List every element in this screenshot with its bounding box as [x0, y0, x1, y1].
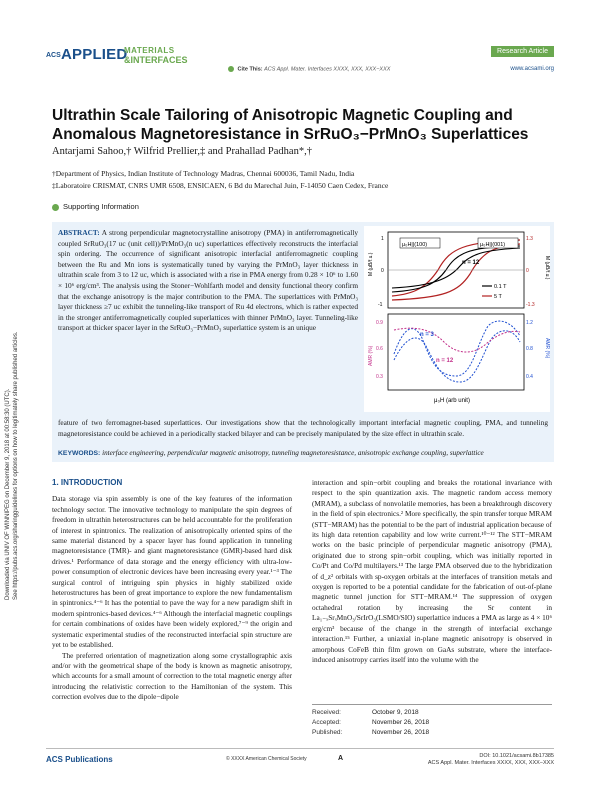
bottom-panel-frame	[388, 314, 524, 390]
received-row	[312, 708, 552, 718]
accepted-row	[312, 718, 552, 728]
author-list: Antarjami Sahoo,† Wilfrid Prellier,‡ and Prahallad Padhan*,†	[52, 146, 312, 157]
tick-top-left-1: 1	[381, 236, 384, 242]
tick-top-right-0: 0	[526, 268, 529, 274]
tick-top-right-m1: -1.3	[526, 302, 535, 308]
page-footer	[46, 748, 554, 768]
accepted-date: November 26, 2018	[372, 719, 430, 726]
ylabel-top-left: M (μB/f.u.)	[368, 252, 374, 276]
cite-label: Cite This:	[237, 66, 263, 73]
tick-bottom-right-1: 1.2	[526, 320, 533, 326]
keywords-list: interface engineering, perpendicular magnetic anisotropy, tunneling magnetoresistance, anisotropic exchange coupling, superlattice	[102, 449, 484, 457]
published-date: November 26, 2018	[372, 729, 430, 736]
affiliation-1: †Department of Physics, Indian Institute of Technology Madras, Chennai 600036, Tamil Nadu, India	[52, 169, 355, 178]
cite-icon	[228, 66, 234, 72]
published-row	[312, 728, 552, 738]
cite-text: ACS Appl. Mater. Interfaces XXXX, XXX, XXX−XXX	[264, 66, 391, 73]
tick-bottom-left-2: 0.6	[376, 346, 383, 352]
hysteresis-black-2	[392, 248, 520, 288]
publication-dates	[312, 704, 552, 738]
body-column-right	[312, 478, 552, 665]
intro-paragraph-1: Data storage via spin assembly is one of the key features of the information technology sector. The innovative technology to manipulate the spin degrees of freedom in ultrathin heterostructures can be held accountable for the proliferation of interest in spintronics. The realization of anisotropically oriented spins of the same material distanced by a spacer layer has found application in tunneling magnetoresistance (TMR)- and giant magnetoresistance (GMR)-based hard disk drives.¹ Performance of data storage and the energy efficiency with ultra-low-power consumption of electronic devices have been increasing every year.¹⁻³ The surgical control of intriguing spin physics in highly stabilized oxide heterostructures has been of great importance to explore the new fundamentalism in spintronics.⁴⁻⁶ It has the potential to pave the way for a new paradigm shift in modern spintronics-based devices.⁴⁻⁶ Although the interfacial magnetic couplings for certain combinations of oxides have been widely explored,⁷⁻⁹ the origin and systematic experimental studies of the reconstructed interfacial spin structure are yet to be established.	[52, 494, 292, 650]
label-n12-bottom: n = 12	[436, 358, 454, 364]
label-n3: n = 3	[420, 332, 434, 338]
intro-heading: 1. INTRODUCTION	[52, 478, 123, 487]
accepted-label: Accepted:	[312, 719, 341, 726]
affiliations	[52, 168, 552, 192]
tick-top-right-1: 1.3	[526, 236, 533, 242]
article-type-badge: Research Article	[491, 46, 554, 57]
supporting-information-link[interactable]	[52, 202, 139, 211]
received-label: Received:	[312, 709, 341, 716]
intro-paragraph-3: interaction and spin−orbit coupling and breaks the rotational invariance with respect to the spin quantization axis. The magnetic random access memory (MRAM), a subclass of nonvolatile memories, has been a breakthrough discovery in the field of spin electronics.² More specifically, the spin transfer torque MRAM (STT−MRAM) has the potential to be the part of industrial application because of its high data retention capability and low write current.¹⁰⁻¹² The STT−MRAM works on the basic principle of perpendicular magnetic anisotropy (PMA), originated due to strong spin−orbit coupling, which was initially reported in Co/Pt and Co/Pd multilayers.¹³ The large PMA observed due to the hybridization of d_z² orbitals with sp-oxygen orbitals at the interfaces of transition metals and oxygen is reported to be a potential candidate for the fabrication of out-of-plane magnetic tunnel junction for STT−MRAM.¹⁴ The suppression of oxygen octahedral rotation by increasing the Sr content in La₁₋ₓSrₓMnO₃/SrIrO₃(LSMO/SIO) superlattice induces a PMA as large as 4 × 10⁶ erg/cm³ because of the change in the strength of interfacial exchange interaction.¹⁵ Further, a uniaxial in-plane magnetic anisotropy is observed in amorphous CoFeB thin film grown on GaAs substrate, where the interface-induced anisotropy carries itself into the volume with the	[312, 478, 552, 664]
abstract-body: A strong perpendicular magnetocrystalline anisotropy (PMA) in antiferromagnetically coupled SrRuO₃(17 uc (unit cell))/PrMnO₃(n uc) superlattices effectively reconstructs the interfacial spin ordering. The occurrence of significant anisotropic interfacial antiferromagnetic coupling between the Ru and Mn ions is systematically tuned by varying the PrMnO₃ layer thickness in ultrathin scale from 3 to 12 uc, which is associated with a rise in PMA energy from 0.28 × 10⁶ to 1.60 × 10⁶ erg/cm³. The analysis using the Stoner−Wohlfarth model and density functional theory confirm that the exchange anisotropy is the major contribution to the PMA. The superlattices with PrMnO₃ layer thickness ≥7 uc exhibit the tunneling-like transport of Ru 4d electrons, which is rather expected in the stronger antiferromagnetically coupled superlattices with thinner PrMnO₃ layer. Tunneling-like transport at thicker spacer layer in the SrRuO₃−PrMnO₃ superlattice system is an unique	[58, 228, 359, 333]
tick-bottom-left-3: 0.3	[376, 374, 383, 380]
doi-link[interactable]: DOI: 10.1021/acsami.8b17385	[479, 753, 554, 759]
ylabel-bottom-left: AMR (%)	[368, 345, 374, 366]
abstract-box	[52, 222, 554, 462]
amr-blue-1	[394, 321, 520, 376]
legend-h2: μ₀H||(001)	[480, 242, 506, 248]
logo-interfaces: &INTERFACES	[124, 55, 188, 65]
journal-header	[46, 44, 554, 74]
ylabel-top-right: M (μB/f.u.)	[544, 256, 550, 280]
body-column-left	[52, 478, 292, 703]
journal-url[interactable]: www.acsami.org	[510, 66, 554, 72]
legend-h1: μ₀H||(100)	[402, 242, 428, 248]
sidebar-line-2[interactable]: See https://pubs.acs.org/sharingguidelines for options on how to legitimately share published articles.	[13, 331, 19, 600]
keywords	[58, 448, 548, 459]
label-n12-top: n = 12	[462, 260, 480, 266]
tick-top-left-0: 0	[381, 268, 384, 274]
journal-citation: ACS Appl. Mater. Interfaces XXXX, XXX, XXX−XXX	[427, 760, 554, 766]
received-date: October 9, 2018	[372, 709, 419, 716]
legend-5T: 5 T	[494, 294, 502, 300]
download-sidebar	[3, 200, 23, 600]
abstract-text	[58, 228, 358, 334]
acs-publications-logo[interactable]: ACS Publications	[46, 755, 113, 764]
logo-applied: APPLIED	[61, 46, 128, 63]
cite-this[interactable]	[228, 66, 390, 72]
logo-materials: MATERIALS	[124, 46, 175, 55]
tick-bottom-right-3: 0.4	[526, 374, 533, 380]
legend-0p1T: 0.1 T	[494, 284, 507, 290]
page-number: A	[338, 755, 344, 762]
published-label: Published:	[312, 729, 343, 736]
article-title: Ultrathin Scale Tailoring of Anisotropic Magnetic Coupling and Anomalous Magnetoresistance in SrRuO₃−PrMnO₃ Superlattices	[52, 107, 529, 143]
toc-graphic	[364, 226, 550, 412]
ylabel-bottom-right: AMR (%)	[544, 338, 550, 359]
keywords-label: KEYWORDS:	[58, 450, 101, 457]
amr-blue-2	[394, 331, 520, 382]
hysteresis-red-2	[392, 244, 520, 300]
affiliation-2: ‡Laboratoire CRISMAT, CNRS UMR 6508, ENSICAEN, 6 Bd du Marechal Juin, F-14050 Caen Cedex, France	[52, 181, 389, 190]
toc-figure	[364, 226, 550, 412]
supporting-icon	[52, 204, 59, 211]
xlabel: μ₀H (arb unit)	[434, 398, 470, 404]
supporting-label: Supporting Information	[63, 202, 139, 211]
abstract-text-continued: feature of two ferromagnet-based superlattices. Our investigations show that the technologically important interfacial magnetic coupling, PMA, and tunneling magnetoresistance could be achieved in a periodically stacked bilayer and can be precisely manipulated by the size effect in ultrathin scale.	[58, 418, 548, 438]
abstract-label: ABSTRACT:	[58, 228, 100, 237]
doi-block	[428, 753, 554, 767]
intro-paragraph-2: The preferred orientation of magnetization along some crystallographic axis and/or with the geometrical shape of the body is known as magnetic anisotropy, which accounts for a small amount of correction to the total magnetic energy after introducing the relativistic correction to the Hamiltonian of the system. This correction evolves due to the dipole−dipole	[52, 650, 292, 702]
journal-logo[interactable]	[46, 44, 206, 68]
tick-bottom-right-2: 0.8	[526, 346, 533, 352]
tick-top-left-m1: -1	[378, 302, 383, 308]
tick-bottom-left-1: 0.9	[376, 320, 383, 326]
sidebar-line-1: Downloaded via UNIV OF WINNIPEG on December 9, 2018 at 00:58:30 (UTC).	[5, 388, 11, 600]
copyright: © XXXX American Chemical Society	[226, 756, 307, 762]
logo-acs: ACS	[46, 52, 61, 59]
